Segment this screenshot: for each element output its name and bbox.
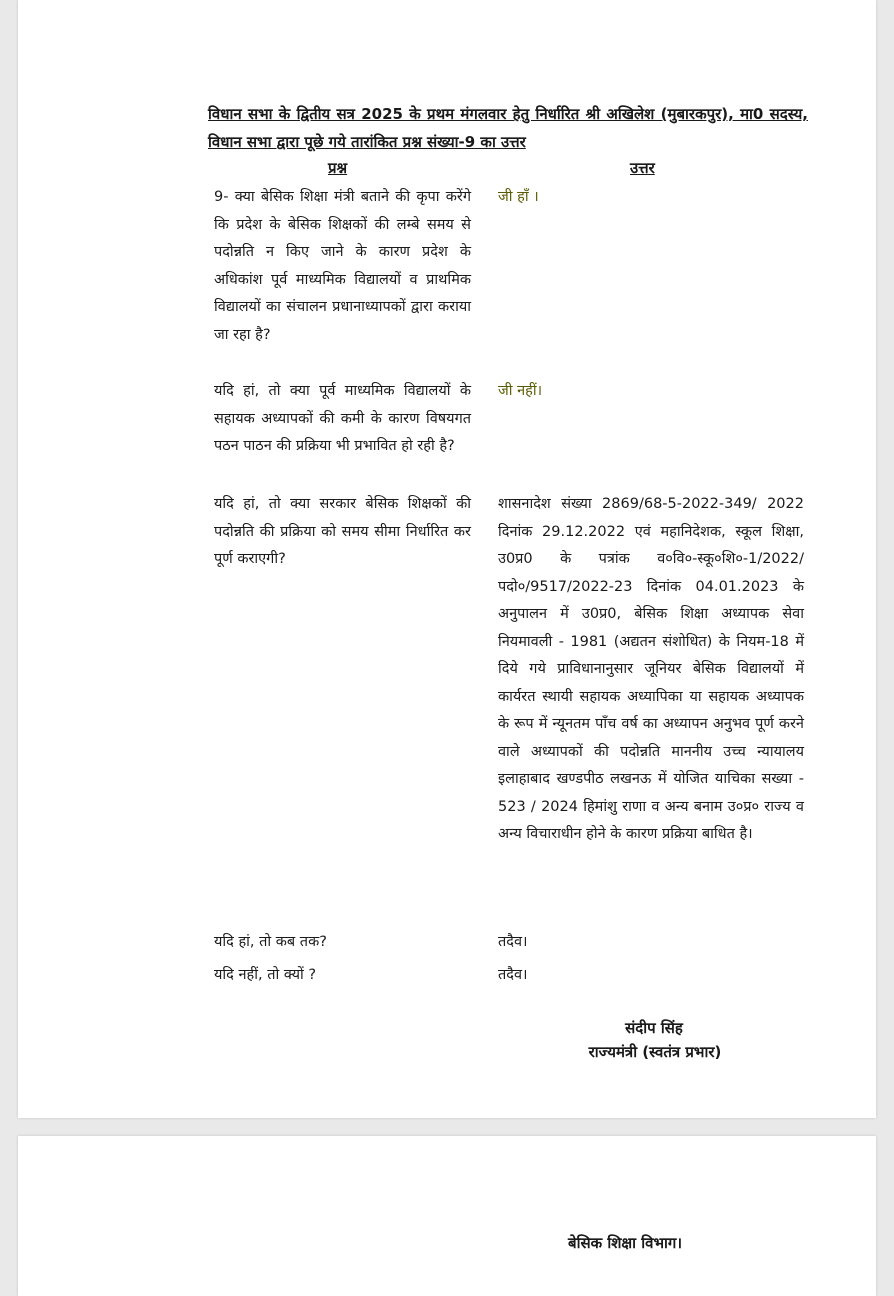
answer-3: शासनादेश संख्या 2869/68-5-2022-349/ 2022 दिनांक 29.12.2022 एवं महानिदेशक, स्कूल शिक्षा, उ0प्र0 के पत्रांक व०वि०-स्कू०शि०-1/2022/पदो०/9517/2022-23 दिनांक 04.01.2023 के अनुपालन में उ0प्र0, बेसिक शिक्षा अध्यापक सेवा नियमावली - 1981 (अद्यतन संशोधित) के नियम-18 में दिये गये प्राविधानानुसार जूनियर बेसिक विद्यालयों में कार्यरत स्थायी सहायक अध्यापिका या सहायक अध्यापक के रूप में न्यूनतम पाँच वर्ष का अध्यापन अनुभव पूर्ण करने वाले अध्यापकों की पदोन्नति माननीय उच्च न्यायालय इलाहाबाद खण्डपीठ लखनऊ में योजित याचिका सख्या - 523 / 2024 हिमांशु राणा व अन्य बनाम उ०प्र० राज्य व अन्य विचाराधीन होने के कारण प्रक्रिया बाधित है। bbox=[498, 496, 804, 842]
signatory-title: राज्यमंत्री (स्वतंत्र प्रभार) bbox=[588, 1043, 722, 1061]
document-page-1 bbox=[18, 0, 876, 1118]
department-label: बेसिक शिक्षा विभाग। bbox=[568, 1234, 683, 1252]
answer-column-header: उत्तर bbox=[630, 159, 655, 177]
answer-2: जी नहीं। bbox=[498, 383, 543, 399]
document-heading: विधान सभा के द्वितीय सत्र 2025 के प्रथम मंगलवार हेतु निर्धारित श्री अखिलेश (मुबारकपुर), मा0 सदस्य, विधान सभा द्वारा पूछे गये तारांकित प्रश्न संख्या-9 का उत्तर bbox=[208, 105, 808, 151]
question-2: यदि हां, तो क्या पूर्व माध्यमिक विद्यालयों के सहायक अध्यापकों की कमी के कारण विषयगत पठन पाठन की प्रक्रिया भी प्रभावित हो रही है? bbox=[214, 383, 471, 454]
question-4: यदि हां, तो कब तक? bbox=[214, 934, 327, 950]
question-9: 9- क्या बेसिक शिक्षा मंत्री बताने की कृपा करेंगे कि प्रदेश के बेसिक शिक्षकों की लम्बे समय से पदोन्नति न किए जाने के कारण प्रदेश के अधिकांश पूर्व माध्यमिक विद्यालयों व प्राथमिक विद्यालयों का संचालन प्रधानाध्यापकों द्वारा कराया जा रहा है? bbox=[214, 189, 471, 343]
signatory-name: संदीप सिंह bbox=[625, 1019, 683, 1037]
answer-9: जी हाँ । bbox=[498, 189, 539, 205]
question-5: यदि नहीं, तो क्यों ? bbox=[214, 967, 317, 983]
answer-4: तदैव। bbox=[498, 934, 528, 950]
question-column-header: प्रश्न bbox=[328, 159, 348, 177]
question-3: यदि हां, तो क्या सरकार बेसिक शिक्षकों की पदोन्नति की प्रक्रिया को समय सीमा निर्धारित कर पूर्ण कराएगी? bbox=[214, 496, 471, 567]
document-page-2 bbox=[18, 1136, 876, 1296]
answer-5: तदैव। bbox=[498, 967, 528, 983]
